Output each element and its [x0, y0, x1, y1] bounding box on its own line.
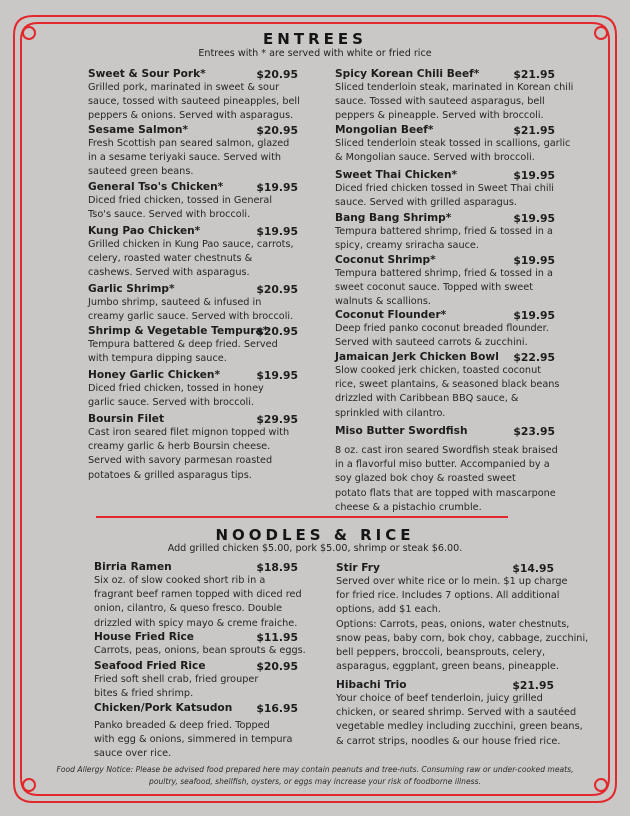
menu-item-description [88, 137, 298, 180]
menu-item-description [335, 81, 574, 124]
description-line: Cast iron seared filet mignon topped with [88, 427, 290, 438]
menu-item-price: $19.95 [256, 369, 298, 382]
description-line: sauce, tossed with sauteed pineapples, bell [88, 96, 300, 108]
description-line: sprinkled with cilantro. [335, 407, 446, 419]
menu-item-description [88, 338, 298, 366]
description-line: sweet coconut sauce. Topped with sweet [335, 282, 534, 294]
description-line: Panko breaded & deep fried. Topped [94, 720, 270, 731]
description-line: garlic sauce. Served with broccoli. [88, 397, 254, 409]
menu-item [88, 369, 298, 410]
menu-item-price: $21.95 [512, 679, 554, 692]
description-line: Served over white rice or lo mein. $1 up charge [336, 576, 568, 587]
description-line: Tempura battered shrimp, fried & tossed in a [335, 226, 553, 237]
description-line: drizzled with Caribbean BBQ sauce, & [335, 393, 519, 405]
menu-item-price: $20.95 [256, 124, 298, 137]
menu-item-price: $19.95 [513, 254, 555, 267]
description-line: Fresh Scottish pan seared salmon, glazed [88, 138, 290, 149]
menu-item-name: Miso Butter Swordfish [335, 425, 468, 437]
menu-item-description [335, 364, 560, 421]
description-line: bell peppers, broccoli, beansprouts, celery, [336, 647, 546, 659]
description-line: Sliced tenderloin steak, marinated in Korean chili [335, 82, 574, 93]
description-line: in a sesame teriyaki sauce. Served with [88, 152, 282, 164]
description-line: Your choice of beef tenderloin, juicy grilled [336, 693, 543, 704]
menu-item-price: $20.95 [256, 68, 298, 81]
menu-item-name: Seafood Fried Rice [94, 660, 206, 672]
menu-item-name: Coconut Flounder* [335, 309, 447, 321]
menu-item-price: $19.95 [256, 181, 298, 194]
menu-item [88, 225, 298, 281]
menu-item-price: $11.95 [256, 631, 298, 644]
menu-item-price: $23.95 [513, 425, 555, 438]
menu-item-name: Chicken/Pork Katsudon [94, 702, 233, 714]
menu-item-price: $19.95 [256, 225, 298, 238]
section-divider [96, 516, 508, 518]
description-line: sauce. Tossed with sauteed asparagus, bell [335, 96, 545, 108]
menu-item-price: $20.95 [256, 283, 298, 296]
description-line: drizzled with spicy mayo & creme fraiche. [94, 617, 298, 629]
menu-item [94, 660, 298, 701]
menu-item [94, 631, 306, 658]
menu-item-price: $20.95 [256, 660, 298, 673]
description-line: Tso's sauce. Served with broccoli. [88, 209, 251, 221]
menu-item-price: $19.95 [513, 169, 555, 182]
description-line: spicy, creamy sriracha sauce. [335, 240, 479, 252]
menu-item-description [94, 673, 298, 701]
description-line: Carrots, peas, onions, bean sprouts & eggs. [94, 645, 306, 656]
description-line: Jumbo shrimp, sauteed & infused in [88, 297, 262, 308]
menu-item-name: Shrimp & Vegetable Tempura* [88, 325, 269, 337]
menu-item-name: Hibachi Trio [336, 679, 407, 691]
menu-item-description [88, 81, 298, 124]
allergy-notice-line-1: Food Allergy Notice: Please be advised food prepared here may contain peanuts and tree-nuts. Consuming raw or under-cooked meats, [56, 765, 574, 774]
menu-item-name: General Tso's Chicken* [88, 181, 224, 193]
menu-item-name: Birria Ramen [94, 561, 172, 573]
description-line: 8 oz. cast iron seared Swordfish steak braised [335, 445, 558, 456]
description-line: Tempura battered & deep fried. Served [88, 339, 278, 350]
menu-item-description [88, 194, 298, 222]
description-line: walnuts & scallions. [335, 296, 431, 308]
description-line: peppers & onions. Served with asparagus. [88, 110, 294, 122]
description-line: Served with savory parmesan roasted [88, 455, 273, 467]
menu-item [336, 562, 589, 674]
menu-item-description [336, 575, 589, 674]
menu-item-name: Spicy Korean Chili Beef* [335, 68, 480, 80]
description-line: creamy garlic & herb Boursin cheese. [88, 441, 271, 453]
description-line: soy glazed bok choy & roasted sweet [335, 473, 516, 485]
menu-item [88, 68, 298, 124]
allergy-notice [0, 764, 630, 788]
menu-item-description [88, 296, 298, 324]
description-line: sauce. Served with grilled asparagus. [335, 197, 518, 209]
menu-item-description [88, 382, 298, 410]
menu-item-price: $14.95 [512, 562, 554, 575]
description-line: asparagus, eggplant, green beans, pineapple. [336, 661, 559, 673]
description-line: sauteed green beans. [88, 166, 194, 178]
entrees-title: ENTREES [263, 30, 367, 48]
description-line: rice, sweet plantains, & seasoned black beans [335, 379, 560, 391]
menu-item [335, 212, 555, 253]
menu-item [335, 68, 574, 124]
menu-item-name: Mongolian Beef* [335, 124, 434, 136]
menu-item-description [335, 444, 558, 515]
menu-item-price: $18.95 [256, 561, 298, 574]
description-line: Six oz. of slow cooked short rib in a [94, 575, 266, 586]
description-line: Served with sauteed carrots & zucchini. [335, 337, 528, 349]
menu-item-description [94, 574, 302, 631]
menu-item [335, 124, 571, 165]
menu-item-price: $16.95 [256, 702, 298, 715]
menu-item [88, 283, 298, 324]
menu-item [94, 561, 302, 631]
description-line: for fried rice. Includes 7 options. All additional [336, 590, 560, 602]
description-line: potato flats that are topped with mascarpone [335, 487, 556, 499]
menu-item [335, 169, 555, 210]
menu-item-description [94, 644, 306, 658]
noodles-title: NOODLES & RICE [215, 526, 415, 544]
menu-item-price: $19.95 [513, 309, 555, 322]
menu-item-name: House Fried Rice [94, 631, 194, 643]
menu-item-description [88, 426, 298, 483]
description-line: & carrot strips, noodles & our house fried rice. [336, 735, 561, 747]
description-line: sauce over rice. [94, 748, 172, 760]
menu-item-description [336, 692, 583, 749]
menu-item [335, 309, 555, 350]
description-line: celery, roasted water chestnuts & [88, 253, 253, 265]
description-line: vegetable medley including zucchini, green beans, [336, 721, 583, 733]
menu-item [88, 124, 298, 180]
description-line: options, add $1 each. [336, 604, 442, 616]
menu-item-name: Sweet & Sour Pork* [88, 68, 206, 80]
menu-item-name: Sesame Salmon* [88, 124, 188, 136]
noodles-subtitle: Add grilled chicken $5.00, pork $5.00, shrimp or steak $6.00. [167, 543, 463, 554]
description-line: with tempura dipping sauce. [88, 353, 227, 365]
description-line: Tempura battered shrimp, fried & tossed in a [335, 268, 553, 279]
description-line: onion, cilantro, & queso fresco. Double [94, 603, 283, 615]
description-line: potatoes & grilled asparagus tips. [88, 469, 252, 481]
menu-item-description [335, 322, 555, 350]
menu-item [88, 325, 298, 366]
description-line: peppers & pineapple. Served with broccoli. [335, 110, 544, 122]
description-line: chicken, or seared shrimp. Served with a sautéed [336, 707, 577, 719]
description-line: Grilled chicken in Kung Pao sauce, carrots, [88, 239, 294, 250]
description-line: Options: Carrots, peas, onions, water chestnuts, [336, 618, 570, 630]
menu-item-description [88, 238, 298, 281]
menu-item-description [335, 137, 571, 165]
menu-item-description [335, 225, 555, 253]
description-line: bites & fried shrimp. [94, 688, 194, 700]
menu-item-name: Stir Fry [336, 562, 380, 574]
description-line: creamy garlic sauce. Served with broccoli. [88, 311, 294, 323]
menu-item-price: $22.95 [513, 351, 555, 364]
menu-item-description [94, 719, 298, 762]
description-line: Diced fried chicken, tossed in General [88, 195, 273, 206]
description-line: Deep fried panko coconut breaded flounder. [335, 323, 549, 334]
description-line: Fried soft shell crab, fried grouper [94, 674, 259, 685]
description-line: in a flavorful miso butter. Accompanied by a [335, 459, 550, 471]
menu-item-price: $21.95 [513, 124, 555, 137]
menu-item [336, 679, 583, 749]
menu-item-description [335, 182, 555, 210]
menu-item [88, 181, 298, 222]
allergy-notice-line-2: poultry, seafood, shellfish, oysters, or eggs may increase your risk of foodborne illness. [149, 777, 481, 786]
menu-item [335, 351, 560, 421]
description-line: Grilled pork, marinated in sweet & sour [88, 82, 280, 93]
menu-item-price: $21.95 [513, 68, 555, 81]
menu-item-name: Honey Garlic Chicken* [88, 369, 221, 381]
description-line: cashews. Served with asparagus. [88, 267, 250, 279]
menu-item [94, 702, 298, 762]
menu-item-price: $19.95 [513, 212, 555, 225]
menu-item-name: Sweet Thai Chicken* [335, 169, 458, 181]
menu-item-name: Boursin Filet [88, 413, 165, 425]
description-line: fragrant beef ramen topped with diced red [94, 589, 302, 601]
description-line: Diced fried chicken tossed in Sweet Thai chili [335, 183, 554, 194]
menu-item-name: Jamaican Jerk Chicken Bowl [335, 351, 499, 363]
description-line: snow peas, baby corn, bok choy, cabbage, zucchini, [336, 632, 589, 644]
menu-item-name: Coconut Shrimp* [335, 254, 436, 266]
menu-item [335, 425, 558, 515]
menu-item-price: $29.95 [256, 413, 298, 426]
description-line: Sliced tenderloin steak tossed in scallions, garlic [335, 138, 571, 149]
menu-item [88, 413, 298, 483]
menu-item-name: Kung Pao Chicken* [88, 225, 201, 237]
description-line: Slow cooked jerk chicken, toasted coconut [335, 365, 542, 376]
menu-item-description [335, 267, 555, 310]
description-line: & Mongolian sauce. Served with broccoli. [335, 152, 535, 164]
menu-item-name: Bang Bang Shrimp* [335, 212, 452, 224]
description-line: with egg & onions, simmered in tempura [94, 734, 293, 746]
menu-item [335, 254, 555, 310]
menu-item-price: $20.95 [256, 325, 298, 338]
description-line: Diced fried chicken, tossed in honey [88, 383, 264, 394]
description-line: cheese & a pistachio crumble. [335, 501, 482, 513]
menu-item-name: Garlic Shrimp* [88, 283, 175, 295]
entrees-subtitle: Entrees with * are served with white or fried rice [198, 48, 432, 59]
